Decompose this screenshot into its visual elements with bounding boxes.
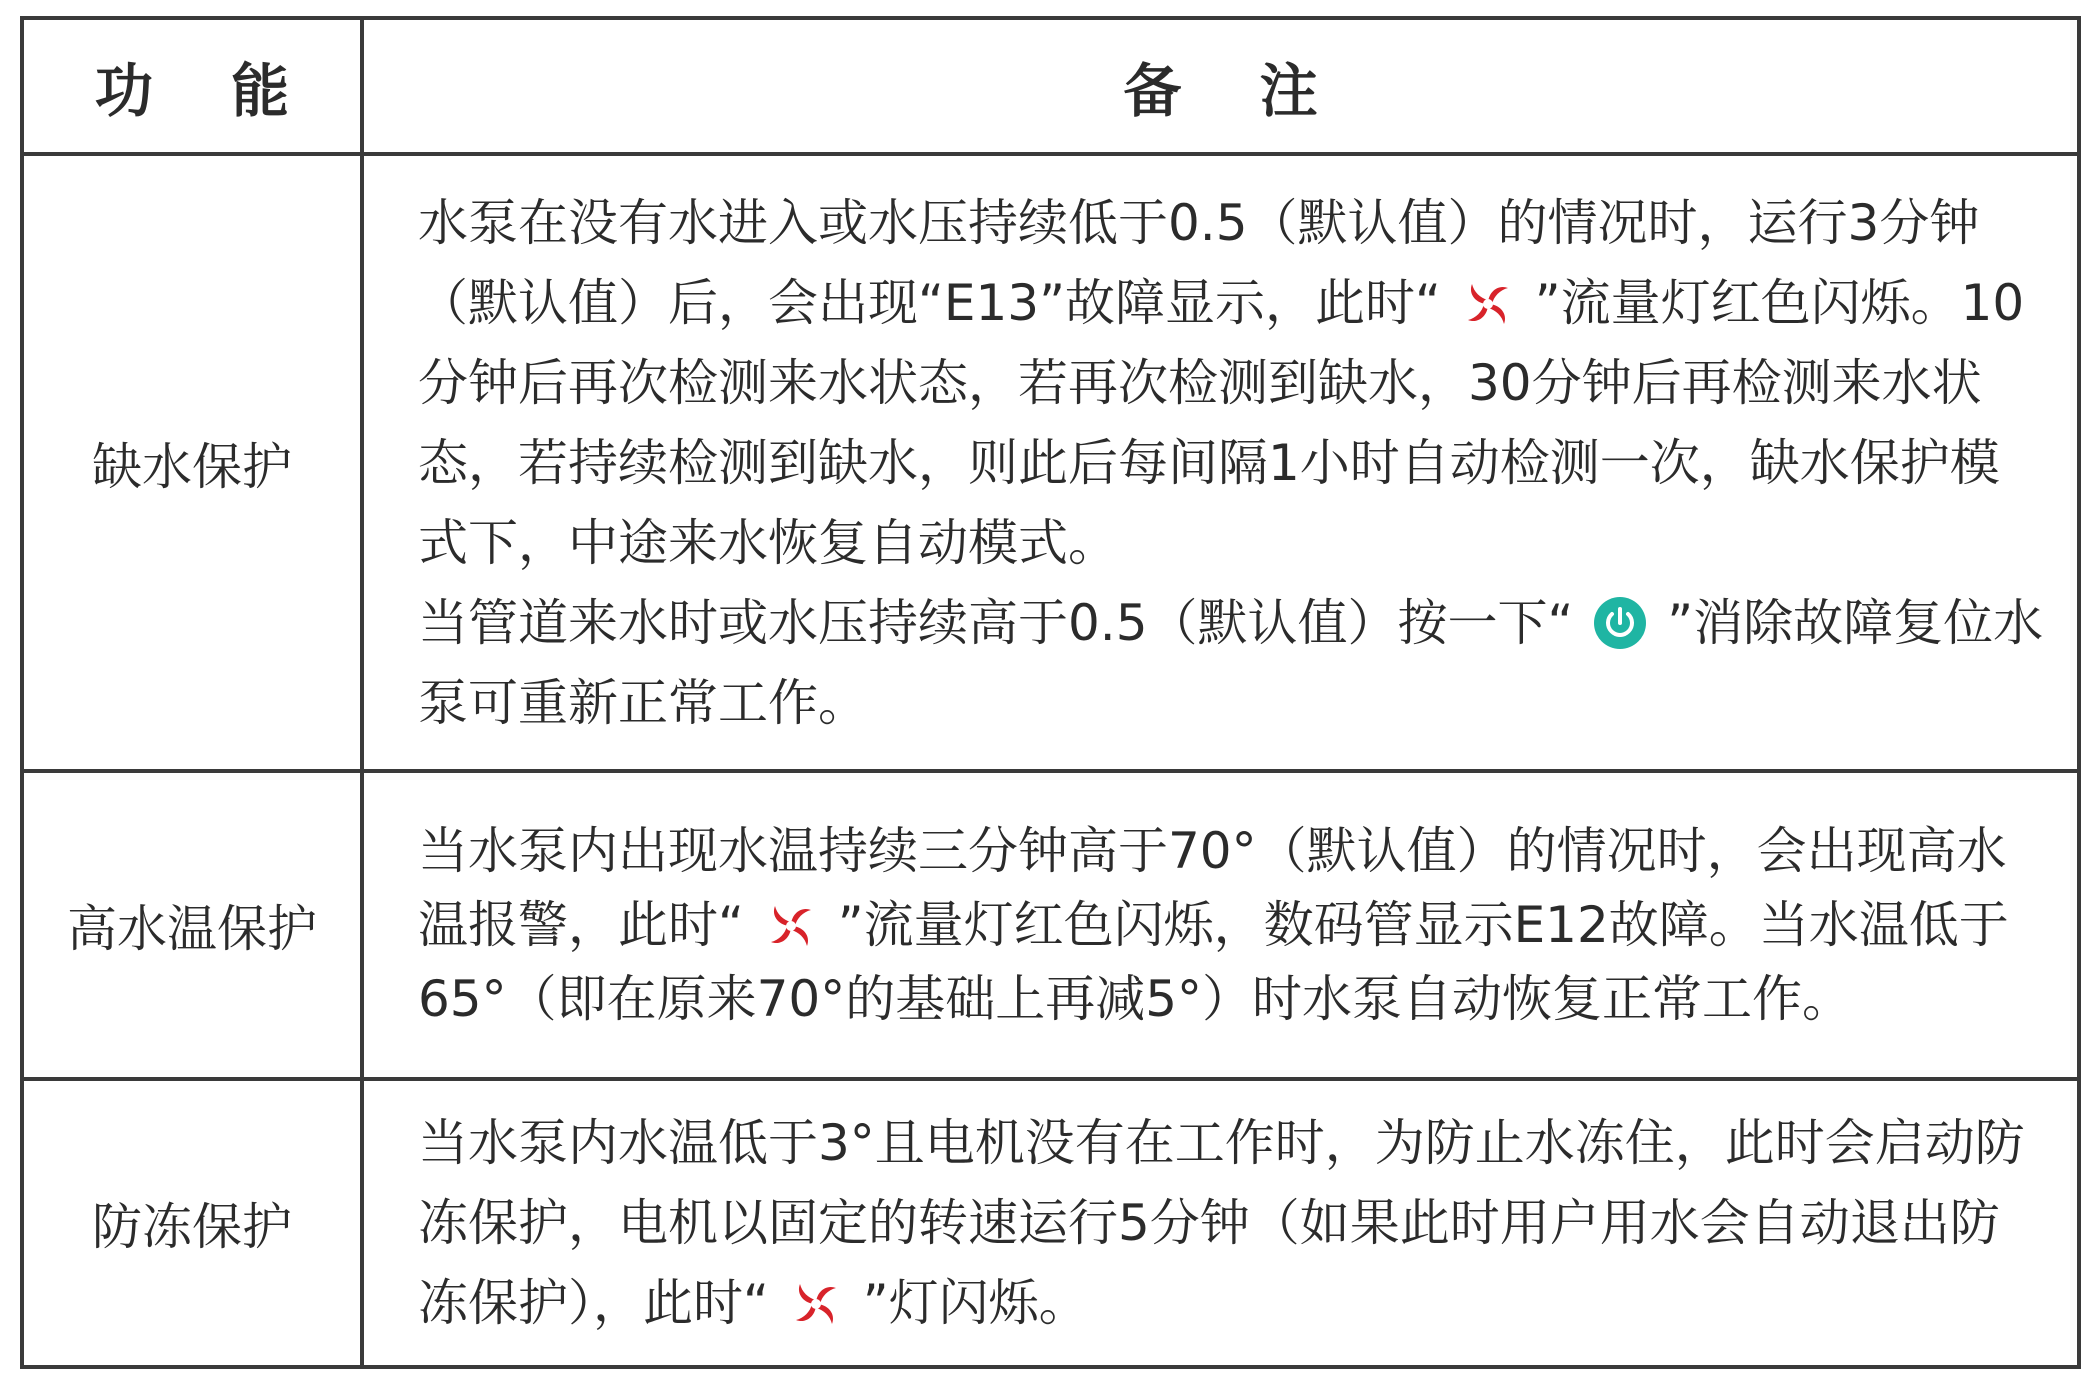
- note-text: 水泵在没有水进入或水压持续低于0.5（默认值）的情况时，运行3分钟（默认值）后，会出现“E13”故障显示，此时“: [418, 193, 1980, 332]
- header-function: 功 能: [22, 18, 362, 154]
- flow-icon: [760, 898, 822, 952]
- flow-icon: [1457, 273, 1519, 327]
- header-row: [22, 18, 2079, 154]
- note-text: 当水泵内水温低于3°且电机没有在工作时，为防止水冻住，此时会启动防冻保护，电机以固定的转速运行5分钟（如果此时用户用水会自动退出防冻保护），此时“: [418, 1114, 2025, 1332]
- note-text: ”消除故障复位水泵可重新正常工作。: [418, 593, 2044, 732]
- note-text: 当管道来水时或水压持续高于0.5（默认值）按一下“: [418, 593, 1590, 652]
- note-text: ”流量灯红色闪烁。10分钟后再次检测来水状态，若再次检测到缺水，30分钟后再检测来水状态，若持续检测到缺水，则此后每间隔1小时自动检测一次，缺水保护模式下，中途来水恢复自动模式。: [418, 273, 2025, 572]
- notes-cell: [362, 771, 2079, 1079]
- table-row: [22, 1079, 2079, 1367]
- note-paragraph: [418, 183, 2047, 583]
- flow-icon: [785, 1273, 847, 1327]
- header-notes: 备 注: [362, 18, 2079, 154]
- notes-cell: [362, 1079, 2079, 1367]
- table-row: [22, 154, 2079, 771]
- note-paragraph: [418, 583, 2047, 743]
- power-icon: [1589, 593, 1651, 647]
- notes-cell: [362, 154, 2079, 771]
- note-paragraph: [418, 1103, 2047, 1343]
- function-cell: 防冻保护: [22, 1079, 362, 1367]
- note-text: ”灯闪烁。: [846, 1274, 1089, 1332]
- protection-table: [20, 16, 2081, 1369]
- function-cell: 缺水保护: [22, 154, 362, 771]
- function-cell: 高水温保护: [22, 771, 362, 1079]
- note-text: 当水泵内出现水温持续三分钟高于70°（默认值）的情况时，会出现高水温报警，此时“: [418, 822, 2007, 954]
- table-row: [22, 771, 2079, 1079]
- note-text: ”流量灯红色闪烁，数码管显示E12故障。当水温低于65°（即在原来70°的基础上再减5°）时水泵自动恢复正常工作。: [418, 896, 2009, 1028]
- note-paragraph: [418, 814, 2047, 1036]
